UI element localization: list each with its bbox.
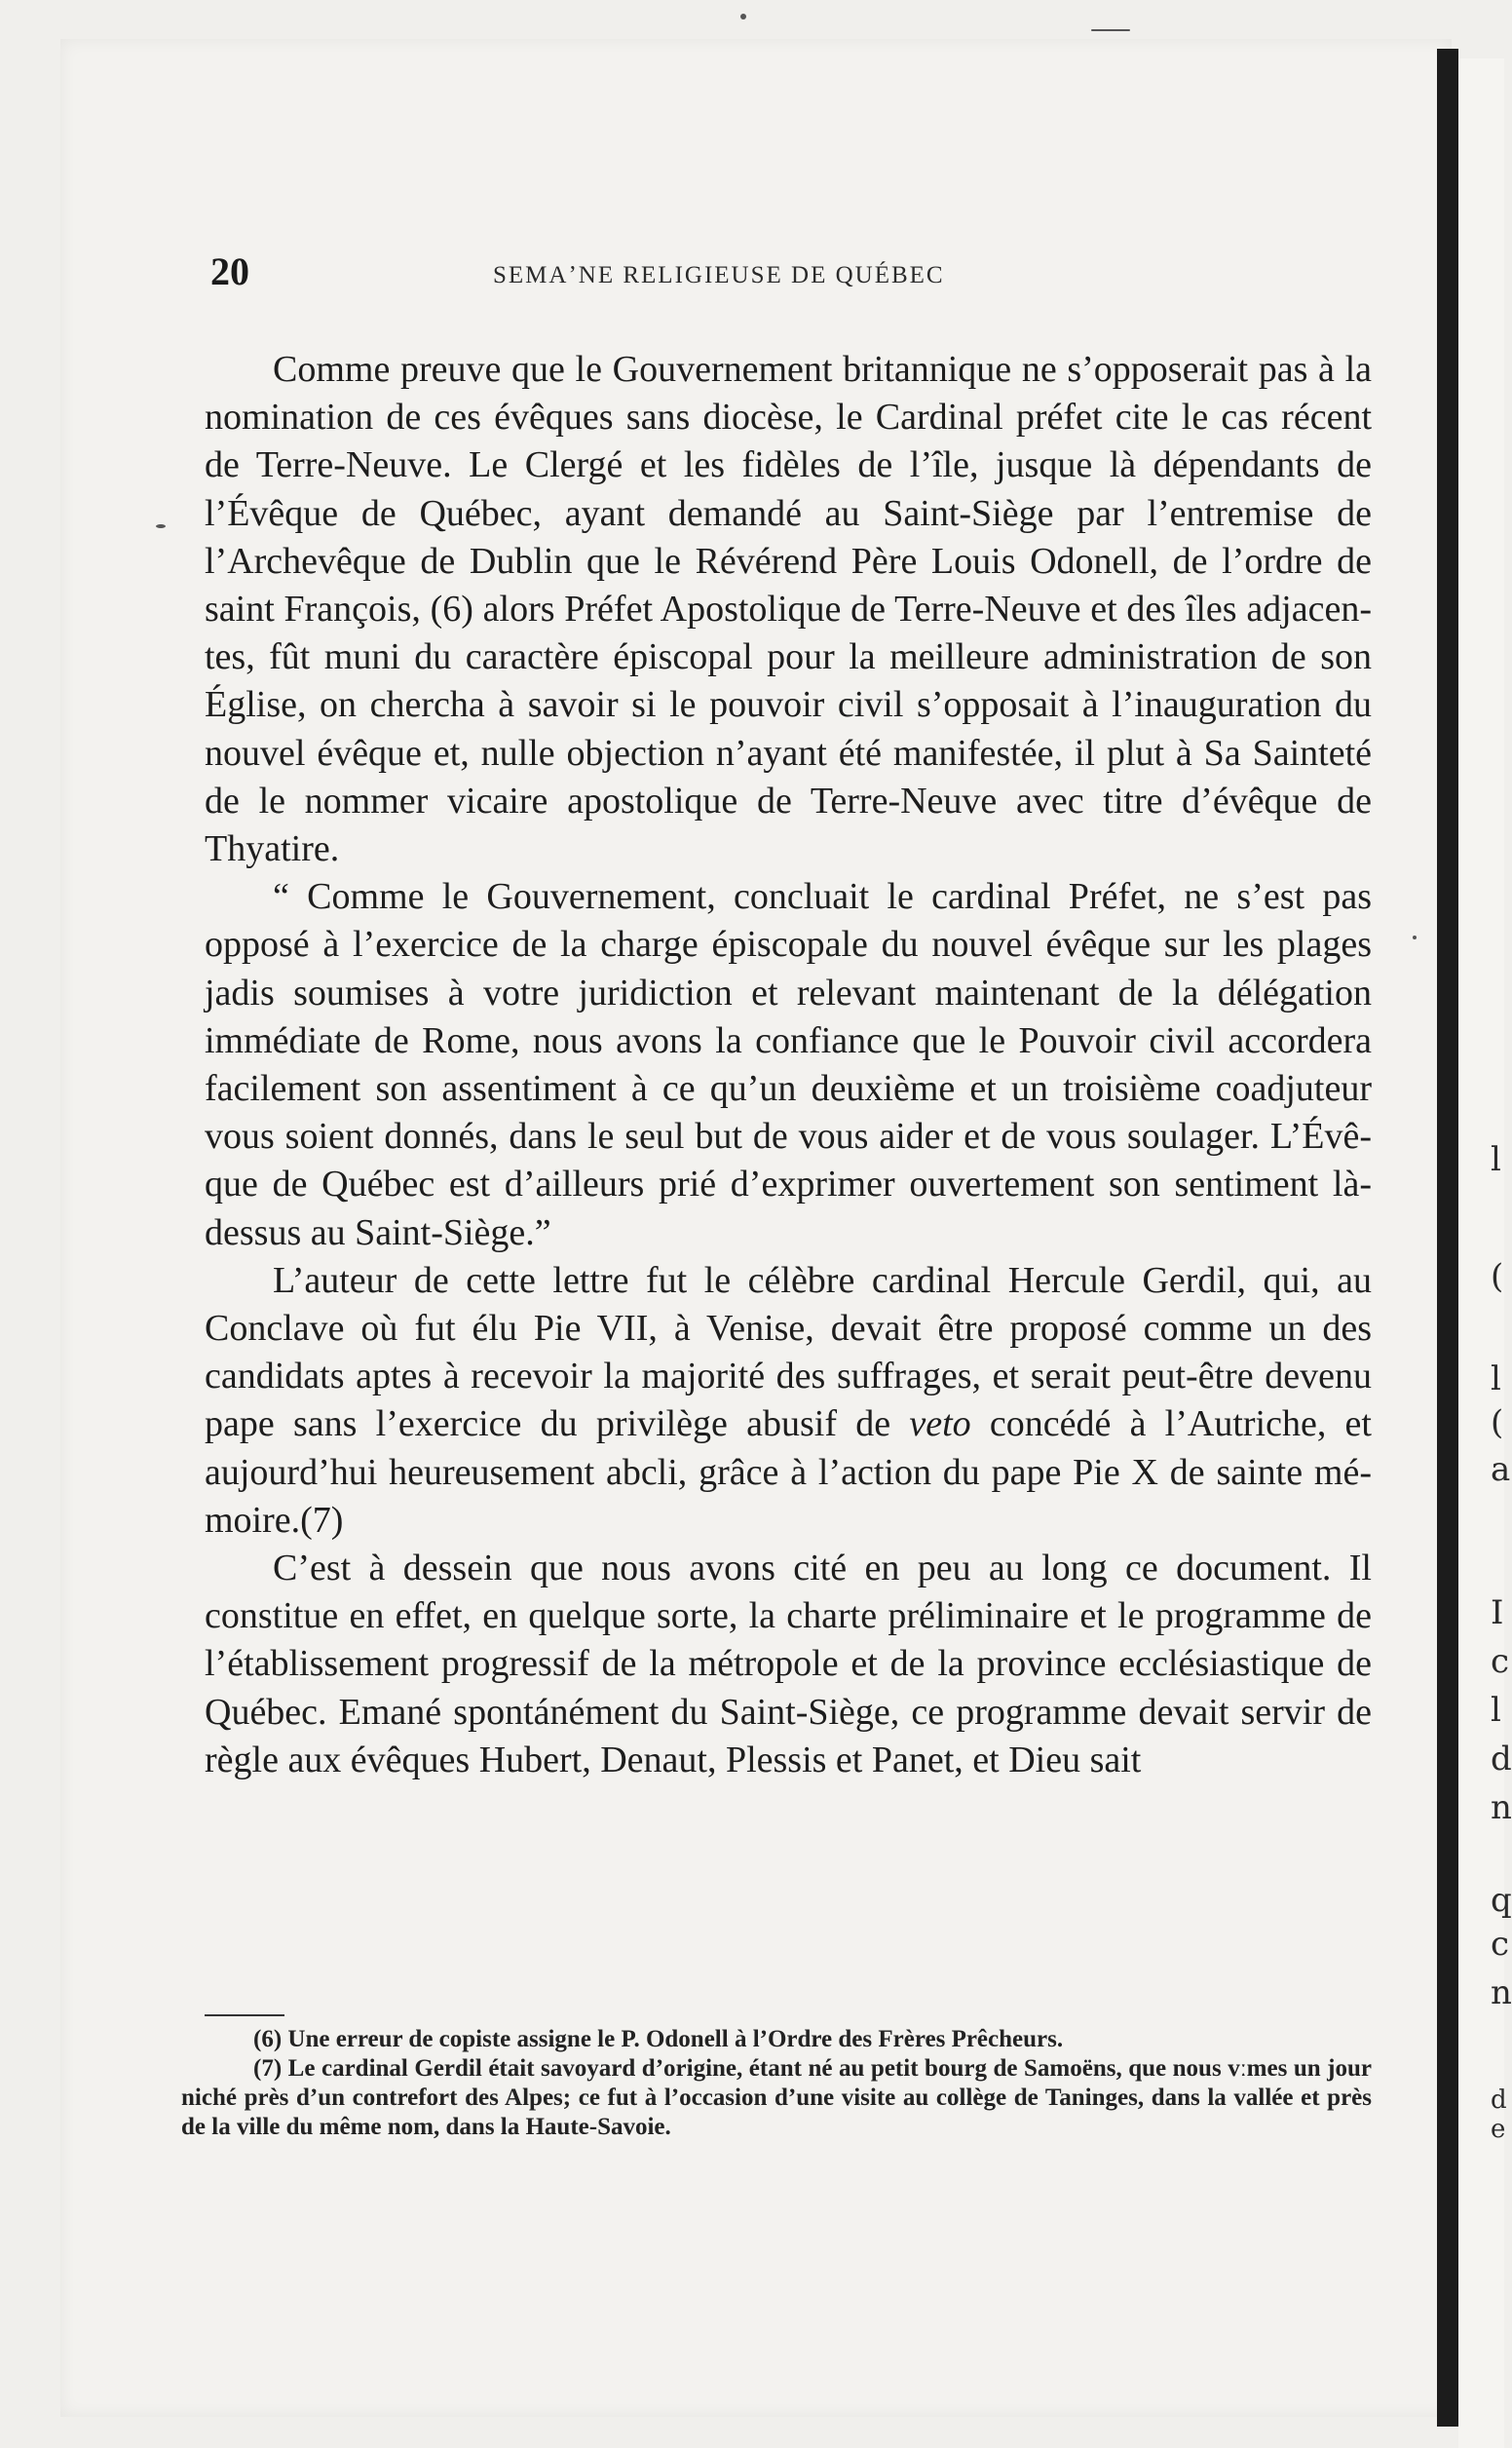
adjacent-page-fragment: l [1491,1140,1501,1179]
adjacent-page-fragment: d [1491,1740,1512,1779]
page-header [210,249,1360,297]
footnote: (7) Le cardinal Gerdil était savoyard d’origine, étant né au petit bourg de Samoëns, que nous vːmes un jour niché près d’un contrefort des Alpes; ce fut à l’occasion d’une visite au collège de Taninges, dans la vallée et près de la ville du même nom, dans la Haute-Savoie. [181,2055,1372,2140]
adjacent-page-fragment: l [1491,1359,1501,1398]
footnote-divider [205,2014,284,2016]
adjacent-page-fragment: l [1491,1691,1501,1730]
running-head: SEMAʼNE RELIGIEUSE DE QUÉBEC [493,262,945,288]
paragraph: “ Comme le Gouvernement, concluait le cardinal Préfet, ne s’est pas opposé à l’exercice de la charge épiscopale du nouvel évêque sur les plages jadis soumises à votre juridiction et relevant maintenant de la délégation immédiate de Rome, nous avons la confiance que le Pouvoir civil accordera facilement son assentiment à ce qu’un deuxième et un troisième coadjuteur vous soient donnés, dans le seul but de vous aider et de vous soulager. L’Évêque de Québec est d’ailleurs prié d’exprimer ouvertement son sentiment là-dessus au Saint-Siège.” [205,876,1372,1253]
footnotes [181,2025,1372,2142]
adjacent-page-fragment: e [1491,2115,1506,2144]
page-binding-shadow [1437,49,1458,2427]
adjacent-page-fragment: d [1491,2085,1507,2115]
adjacent-page-fragment: c [1491,1925,1510,1964]
adjacent-page-fragment: c [1491,1642,1510,1681]
page-number: 20 [210,249,249,293]
paragraph: L’auteur de cette lettre fut le célèbre cardinal Hercule Gerdil, qui, au Conclave où fut élu Pie VII, à Venise, devait être proposé comme un des candidats aptes à recevoir la majorité des suffrages, et serait peut-être devenu pape sans l’exercice du privilège abusif de veto concédé à l’Autriche, et aujourd’hui heureusement abcli, grâce à l’action du pape Pie X de sainte mémoire.(7) [205,1259,1372,1541]
body-text [205,346,1372,1784]
adjacent-page-fragment: I [1491,1593,1504,1632]
adjacent-page-fragment: n [1491,1973,1512,2012]
paragraph: C’est à dessein que nous avons cité en peu au long ce document. Il constitue en effet, en quelque sorte, la charte préliminaire et le programme de l’établissement progressif de la métropole et de la province ecclésiastique de Québec. Emané spontánément du Saint-Siège, ce programme devait servir de règle aux évêques Hubert, Denaut, Plessis et Panet, et Dieu sait [205,1548,1372,1780]
scan-speck [156,524,166,528]
footnote: (6) Une erreur de copiste assigne le P. Odonell à l’Ordre des Frères Prêcheurs. [253,2026,1064,2052]
adjacent-page-fragment: a [1491,1450,1511,1489]
scan-speck [1091,29,1130,31]
adjacent-page-fragment: ( [1491,1257,1504,1296]
scan-speck [740,14,746,19]
paragraph: Comme preuve que le Gouvernement britannique ne s’opposerait pas à la nomination de ces évêques sans diocèse, le Cardinal préfet cite le cas récent de Terre-Neuve. Le Clergé et les fidèles de l’île, jusque là dépendants de l’Évêque de Québec, ayant demandé au Saint-Siège par l’entremise de l’Archevêque de Dublin que le Révérend Père Louis Odonell, de l’ordre de saint François, (6) alors Préfet Apostolique de Terre-Neuve et des îles adjacentes, fût muni du caractère épiscopal pour la meilleure administration de son Église, on chercha à savoir si le pouvoir civil s’opposait à l’inauguration du nouvel évêque et, nulle objection n’ayant été manifestée, il plut à Sa Sainteté de le nommer vicaire apostolique de Terre-Neuve avec titre d’évêque de Thyatire. [205,349,1372,870]
adjacent-page-fragment: q [1491,1881,1512,1920]
adjacent-page-fragment: n [1491,1788,1512,1827]
scan-speck [1413,936,1417,939]
adjacent-page-fragment: ( [1491,1403,1504,1442]
